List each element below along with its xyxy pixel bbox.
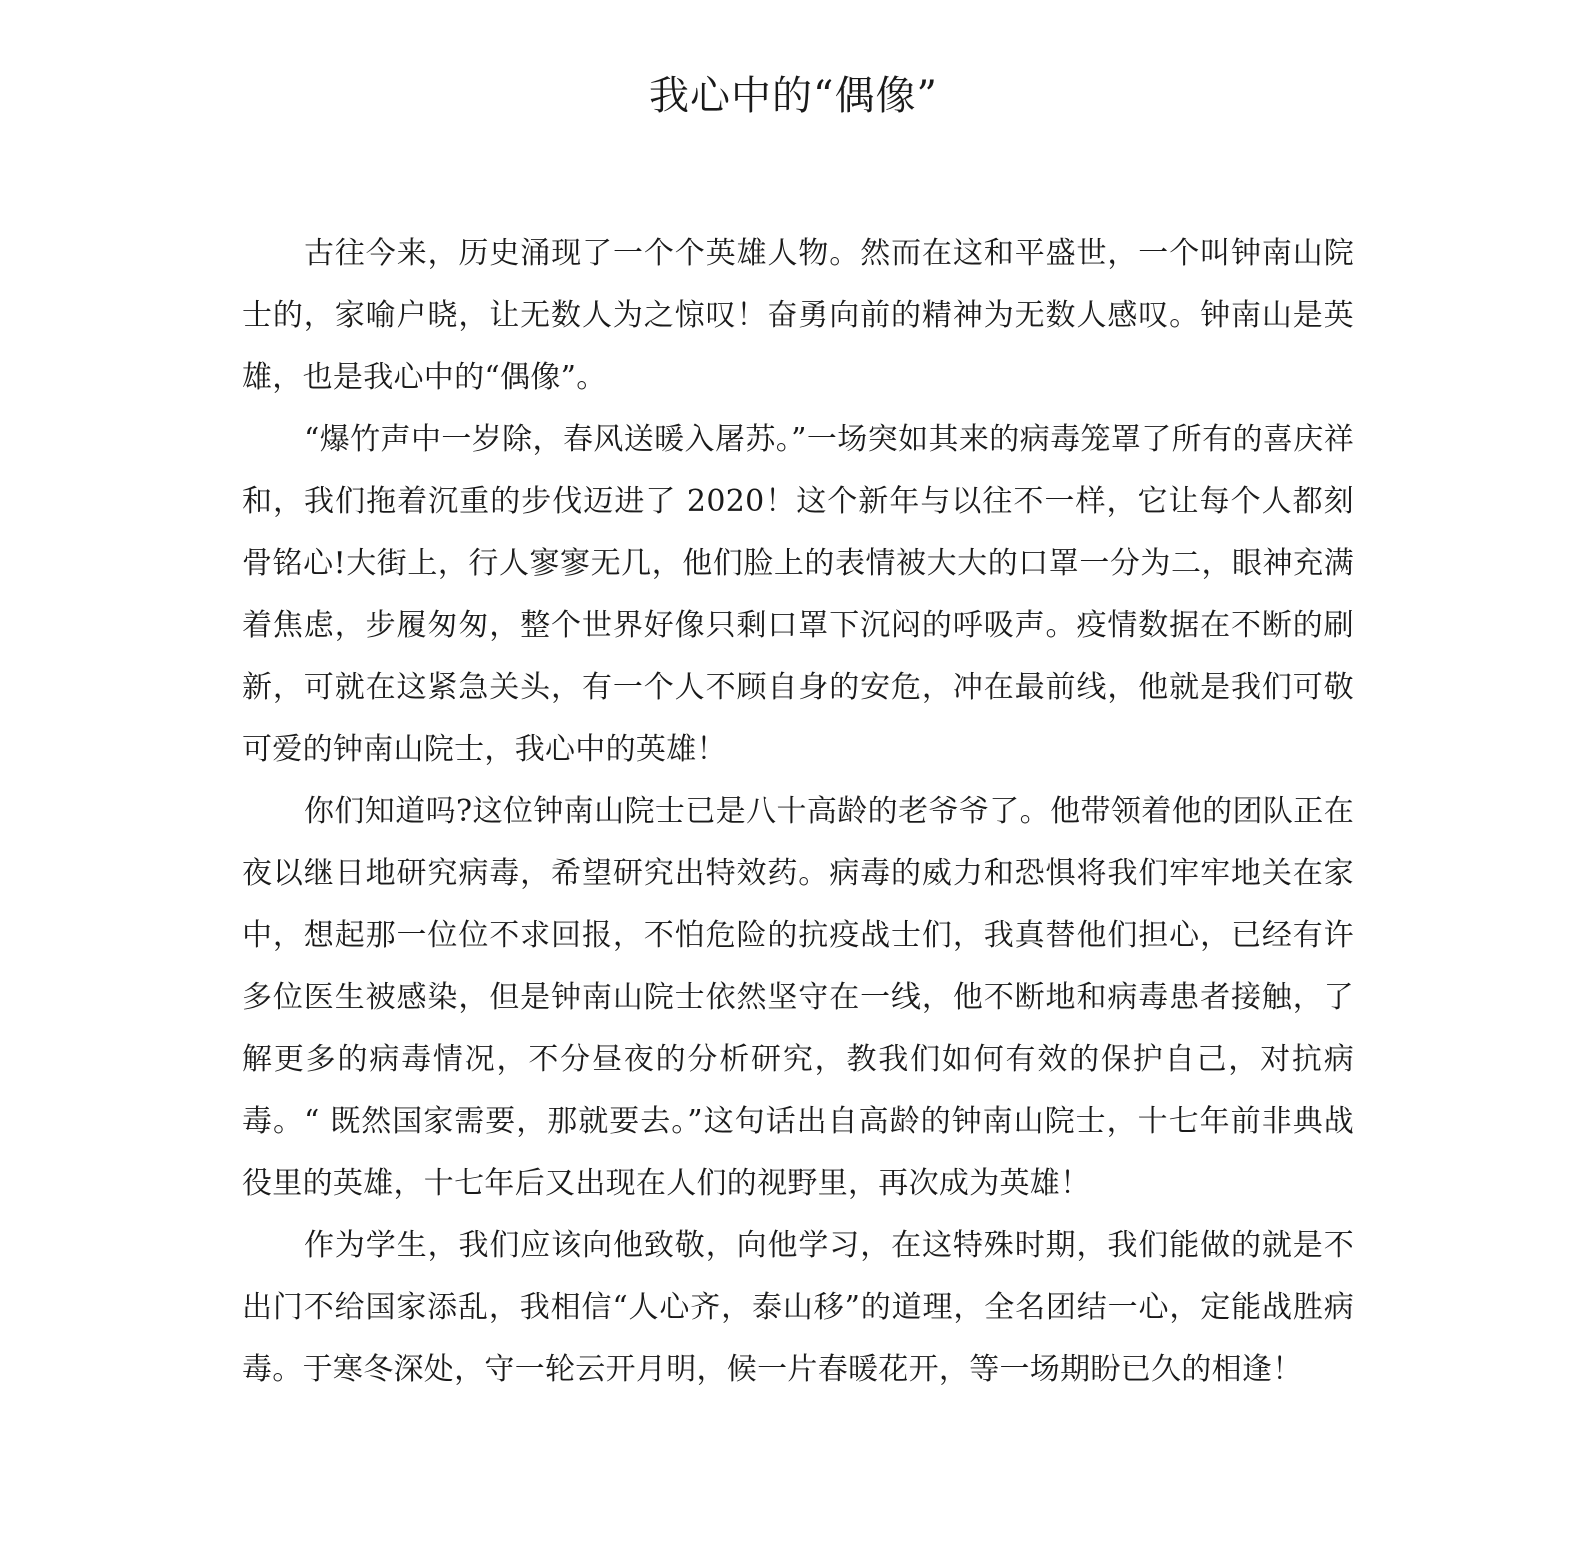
paragraph-1: 古往今来，历史涌现了一个个英雄人物。然而在这和平盛世，一个叫钟南山院士的，家喻户晓，让无数人为之惊叹！奋勇向前的精神为无数人感叹。钟南山是英雄，也是我心中的“偶像”。 [242, 236, 1354, 395]
document-title: 我心中的“偶像” [649, 73, 938, 119]
paragraph-3: 你们知道吗?这位钟南山院士已是八十高龄的老爷爷了。他带领着他的团队正在夜以继日地研究病毒，希望研究出特效药。病毒的威力和恐惧将我们牢牢地关在家中，想起那一位位不求回报，不怕危险的抗疫战士们，我真替他们担心，已经有许多位医生被感染，但是钟南山院士依然坚守在一线，他不断地和病毒患者接触，了解更多的病毒情况，不分昼夜的分析研究，教我们如何有效的保护自己，对抗病毒。“ 既然国家需要，那就要去。”这句话出自高龄的钟南山院士，十七年前非典战役里的英雄，十七年后又出现在人们的视野里，再次成为英雄！ [242, 794, 1354, 1201]
paragraph-2: “爆竹声中一岁除，春风送暖入屠苏。”一场突如其来的病毒笼罩了所有的喜庆祥和，我们拖着沉重的步伐迈进了 2020！这个新年与以往不一样，它让每个人都刻骨铭心!大街上，行人寥寥无几，他们脸上的表情被大大的口罩一分为二，眼神充满着焦虑，步履匆匆，整个世界好像只剩口罩下沉闷的呼吸声。疫情数据在不断的刷新，可就在这紧急关头，有一个人不顾自身的安危，冲在最前线，他就是我们可敬可爱的钟南山院士，我心中的英雄！ [242, 422, 1354, 767]
document-body [242, 223, 1354, 1401]
paragraph-4: 作为学生，我们应该向他致敬，向他学习，在这特殊时期，我们能做的就是不出门不给国家添乱，我相信“人心齐，泰山移”的道理，全名团结一心，定能战胜病毒。于寒冬深处，守一轮云开月明，候一片春暖花开，等一场期盼已久的相逢！ [242, 1228, 1354, 1387]
